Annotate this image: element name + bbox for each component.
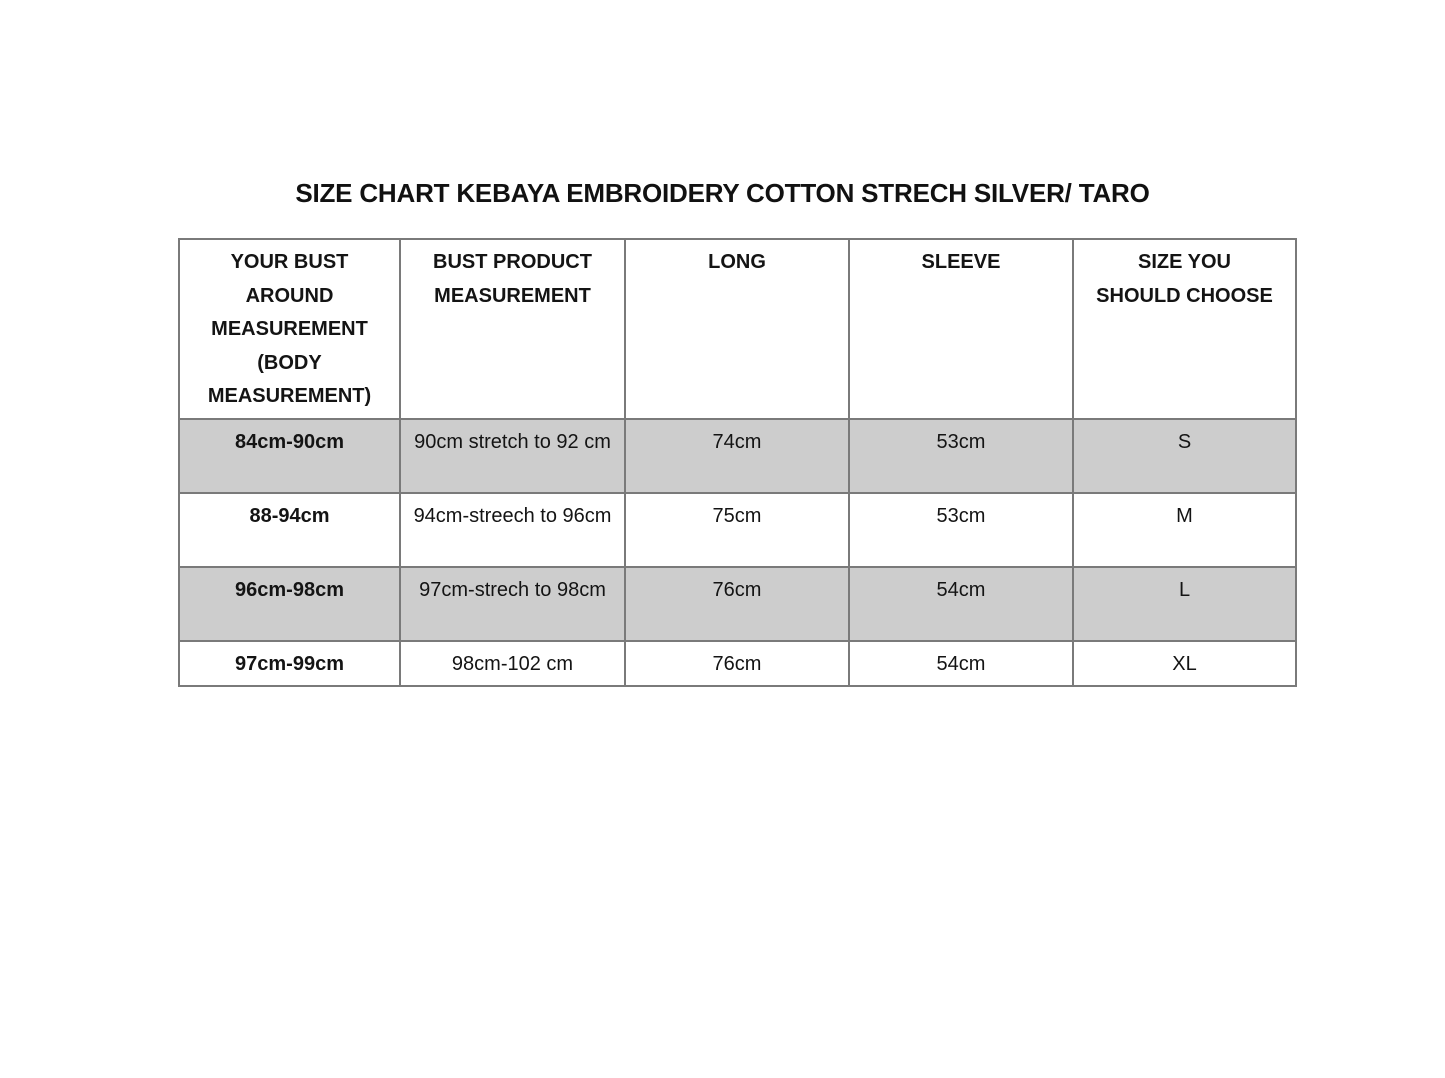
size-chart-table-container: [178, 238, 1295, 687]
cell-long: 75cm: [625, 493, 849, 567]
cell-bust-around: 97cm-99cm: [179, 641, 400, 686]
cell-bust-product: 98cm-102 cm: [400, 641, 625, 686]
cell-bust-product: 97cm-strech to 98cm: [400, 567, 625, 641]
cell-bust-around: 88-94cm: [179, 493, 400, 567]
cell-size: XL: [1073, 641, 1296, 686]
cell-long: 74cm: [625, 419, 849, 493]
table-header-row: [179, 239, 1296, 419]
cell-sleeve: 54cm: [849, 567, 1073, 641]
table-row: [179, 567, 1296, 641]
header-line: SHOULD CHOOSE: [1096, 284, 1273, 307]
column-header-long: [625, 239, 849, 419]
page-title: SIZE CHART KEBAYA EMBROIDERY COTTON STRECH SILVER/ TARO: [295, 178, 1150, 208]
table-header: [179, 239, 1296, 419]
cell-long: 76cm: [625, 567, 849, 641]
header-line: MEASUREMENT): [207, 385, 372, 408]
cell-bust-around: 96cm-98cm: [179, 567, 400, 641]
header-line: MEASUREMENT: [211, 318, 368, 341]
cell-size: L: [1073, 567, 1296, 641]
column-header-sleeve: [849, 239, 1073, 419]
column-header-bust-product: [400, 239, 625, 419]
table-row: [179, 419, 1296, 493]
header-line: LONG: [708, 251, 766, 273]
header-line: SIZE YOU: [1138, 251, 1231, 273]
header-line: AROUND: [245, 284, 334, 307]
cell-sleeve: 54cm: [849, 641, 1073, 686]
header-line: SLEEVE: [921, 251, 1001, 273]
cell-sleeve: 53cm: [849, 419, 1073, 493]
cell-long: 76cm: [625, 641, 849, 686]
header-line: MEASUREMENT: [434, 284, 591, 307]
cell-size: S: [1073, 419, 1296, 493]
table-row: [179, 493, 1296, 567]
size-chart-table: [178, 238, 1297, 687]
cell-sleeve: 53cm: [849, 493, 1073, 567]
cell-bust-product: 90cm stretch to 92 cm: [400, 419, 625, 493]
table-row: [179, 641, 1296, 686]
column-header-size: [1073, 239, 1296, 419]
table-body: [179, 419, 1296, 686]
cell-size: M: [1073, 493, 1296, 567]
cell-bust-product: 94cm-streech to 96cm: [400, 493, 625, 567]
header-line: (BODY: [257, 351, 322, 374]
header-line: YOUR BUST: [230, 251, 349, 273]
header-line: BUST PRODUCT: [433, 251, 592, 273]
cell-bust-around: 84cm-90cm: [179, 419, 400, 493]
column-header-bust-around: [179, 239, 400, 419]
